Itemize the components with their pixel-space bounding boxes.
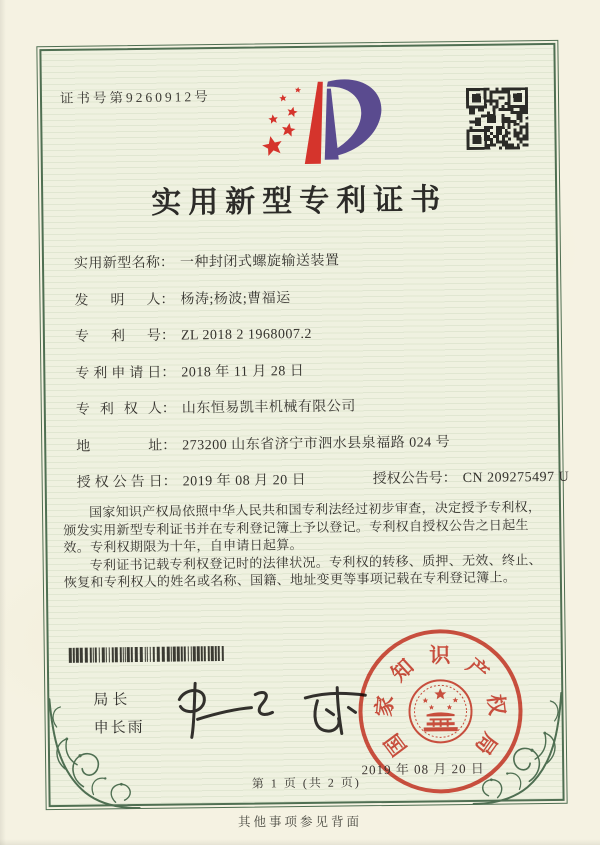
legal-paragraph-1: 国家知识产权局依照中华人民共和国专利法经过初步审查，决定授予专利权，颁发实用新型专利证书并在专利登记簿上予以登记。专利权自授权公告之日起生效。专利权期限为十年，自申请日起算。 xyxy=(63,499,542,556)
field-label: 授权公告号 xyxy=(372,471,443,488)
field-label: 发明人 xyxy=(74,292,161,309)
filing-date: 2018 年 11 月 28 日 xyxy=(181,363,305,380)
field-label: 专利权人 xyxy=(75,401,162,418)
field-label: 实用新型名称 xyxy=(73,255,161,272)
inventors: 杨涛;杨波;曹福运 xyxy=(180,290,291,307)
certificate-number: 证书号第9260912号 xyxy=(59,89,211,106)
field-row-filing-date: 专利申请日： 2018 年 11 月 28 日 xyxy=(75,359,543,401)
grant-date: 2019 年 08 月 20 日 xyxy=(182,472,307,490)
svg-text:家: 家 xyxy=(371,694,398,718)
field-label: 授权公告日 xyxy=(76,474,163,491)
field-row-inventor: 发明人： 杨涛;杨波;曹福运 xyxy=(74,286,542,328)
cnipa-patent-logo-icon xyxy=(248,71,399,173)
svg-text:识: 识 xyxy=(429,643,451,668)
fields-block xyxy=(73,249,570,510)
barcode xyxy=(69,646,237,663)
corner-flourish-icon xyxy=(44,696,141,813)
svg-text:国: 国 xyxy=(379,729,412,761)
svg-text:权: 权 xyxy=(482,692,510,717)
legal-paragraph-2: 专利证书记载专利权登记时的法律状况。专利权的转移、质押、无效、终止、恢复和专利权人的姓名或名称、国籍、地址变更等事项记载在专利登记簿上。 xyxy=(63,551,542,591)
director-title: 局长 xyxy=(93,692,132,709)
director-signature-icon xyxy=(167,675,383,748)
utility-model-name: 一种封闭式螺旋输送装置 xyxy=(179,253,340,271)
patentee: 山东恒易凯丰机械有限公司 xyxy=(181,399,356,417)
director-name: 申长雨 xyxy=(93,719,145,737)
field-row-grant: 授权公告日： 2019 年 08 月 20 日 授权公告号： CN 209275497 U xyxy=(77,468,545,510)
certificate-frame xyxy=(39,43,570,807)
svg-text:产: 产 xyxy=(461,653,494,686)
field-label: 专利申请日 xyxy=(75,365,162,382)
field-label: 地址 xyxy=(76,438,163,455)
patent-number: ZL 2018 2 1968007.2 xyxy=(180,326,313,344)
svg-text:局: 局 xyxy=(470,728,503,760)
field-grant-no: 授权公告号： CN 209275497 U xyxy=(372,469,570,488)
qr-code xyxy=(466,87,529,150)
svg-text:知: 知 xyxy=(386,654,419,687)
corner-flourish-icon xyxy=(470,691,567,808)
seal-date: 2019 年 08 月 20 日 xyxy=(361,760,485,778)
grant-number: CN 209275497 U xyxy=(462,469,570,487)
certificate-title: 实用新型专利证书 xyxy=(151,183,448,220)
page-indicator: 第 1 页 (共 2 页) xyxy=(251,775,361,791)
field-row-patent-no: 专利号： ZL 2018 2 1968007.2 xyxy=(75,322,543,364)
field-row-address: 地址： 273200 山东省济宁市泗水县泉福路 024 号 xyxy=(76,432,544,474)
field-label: 专利号 xyxy=(74,328,161,345)
address: 273200 山东省济宁市泗水县泉福路 024 号 xyxy=(182,434,451,453)
field-row-patentee: 专利权人： 山东恒易凯丰机械有限公司 xyxy=(76,395,544,437)
back-note: 其他事项参见背面 xyxy=(237,815,362,829)
field-row-name: 实用新型名称： 一种封闭式螺旋输送装置 xyxy=(74,249,542,291)
legal-text xyxy=(63,498,546,592)
